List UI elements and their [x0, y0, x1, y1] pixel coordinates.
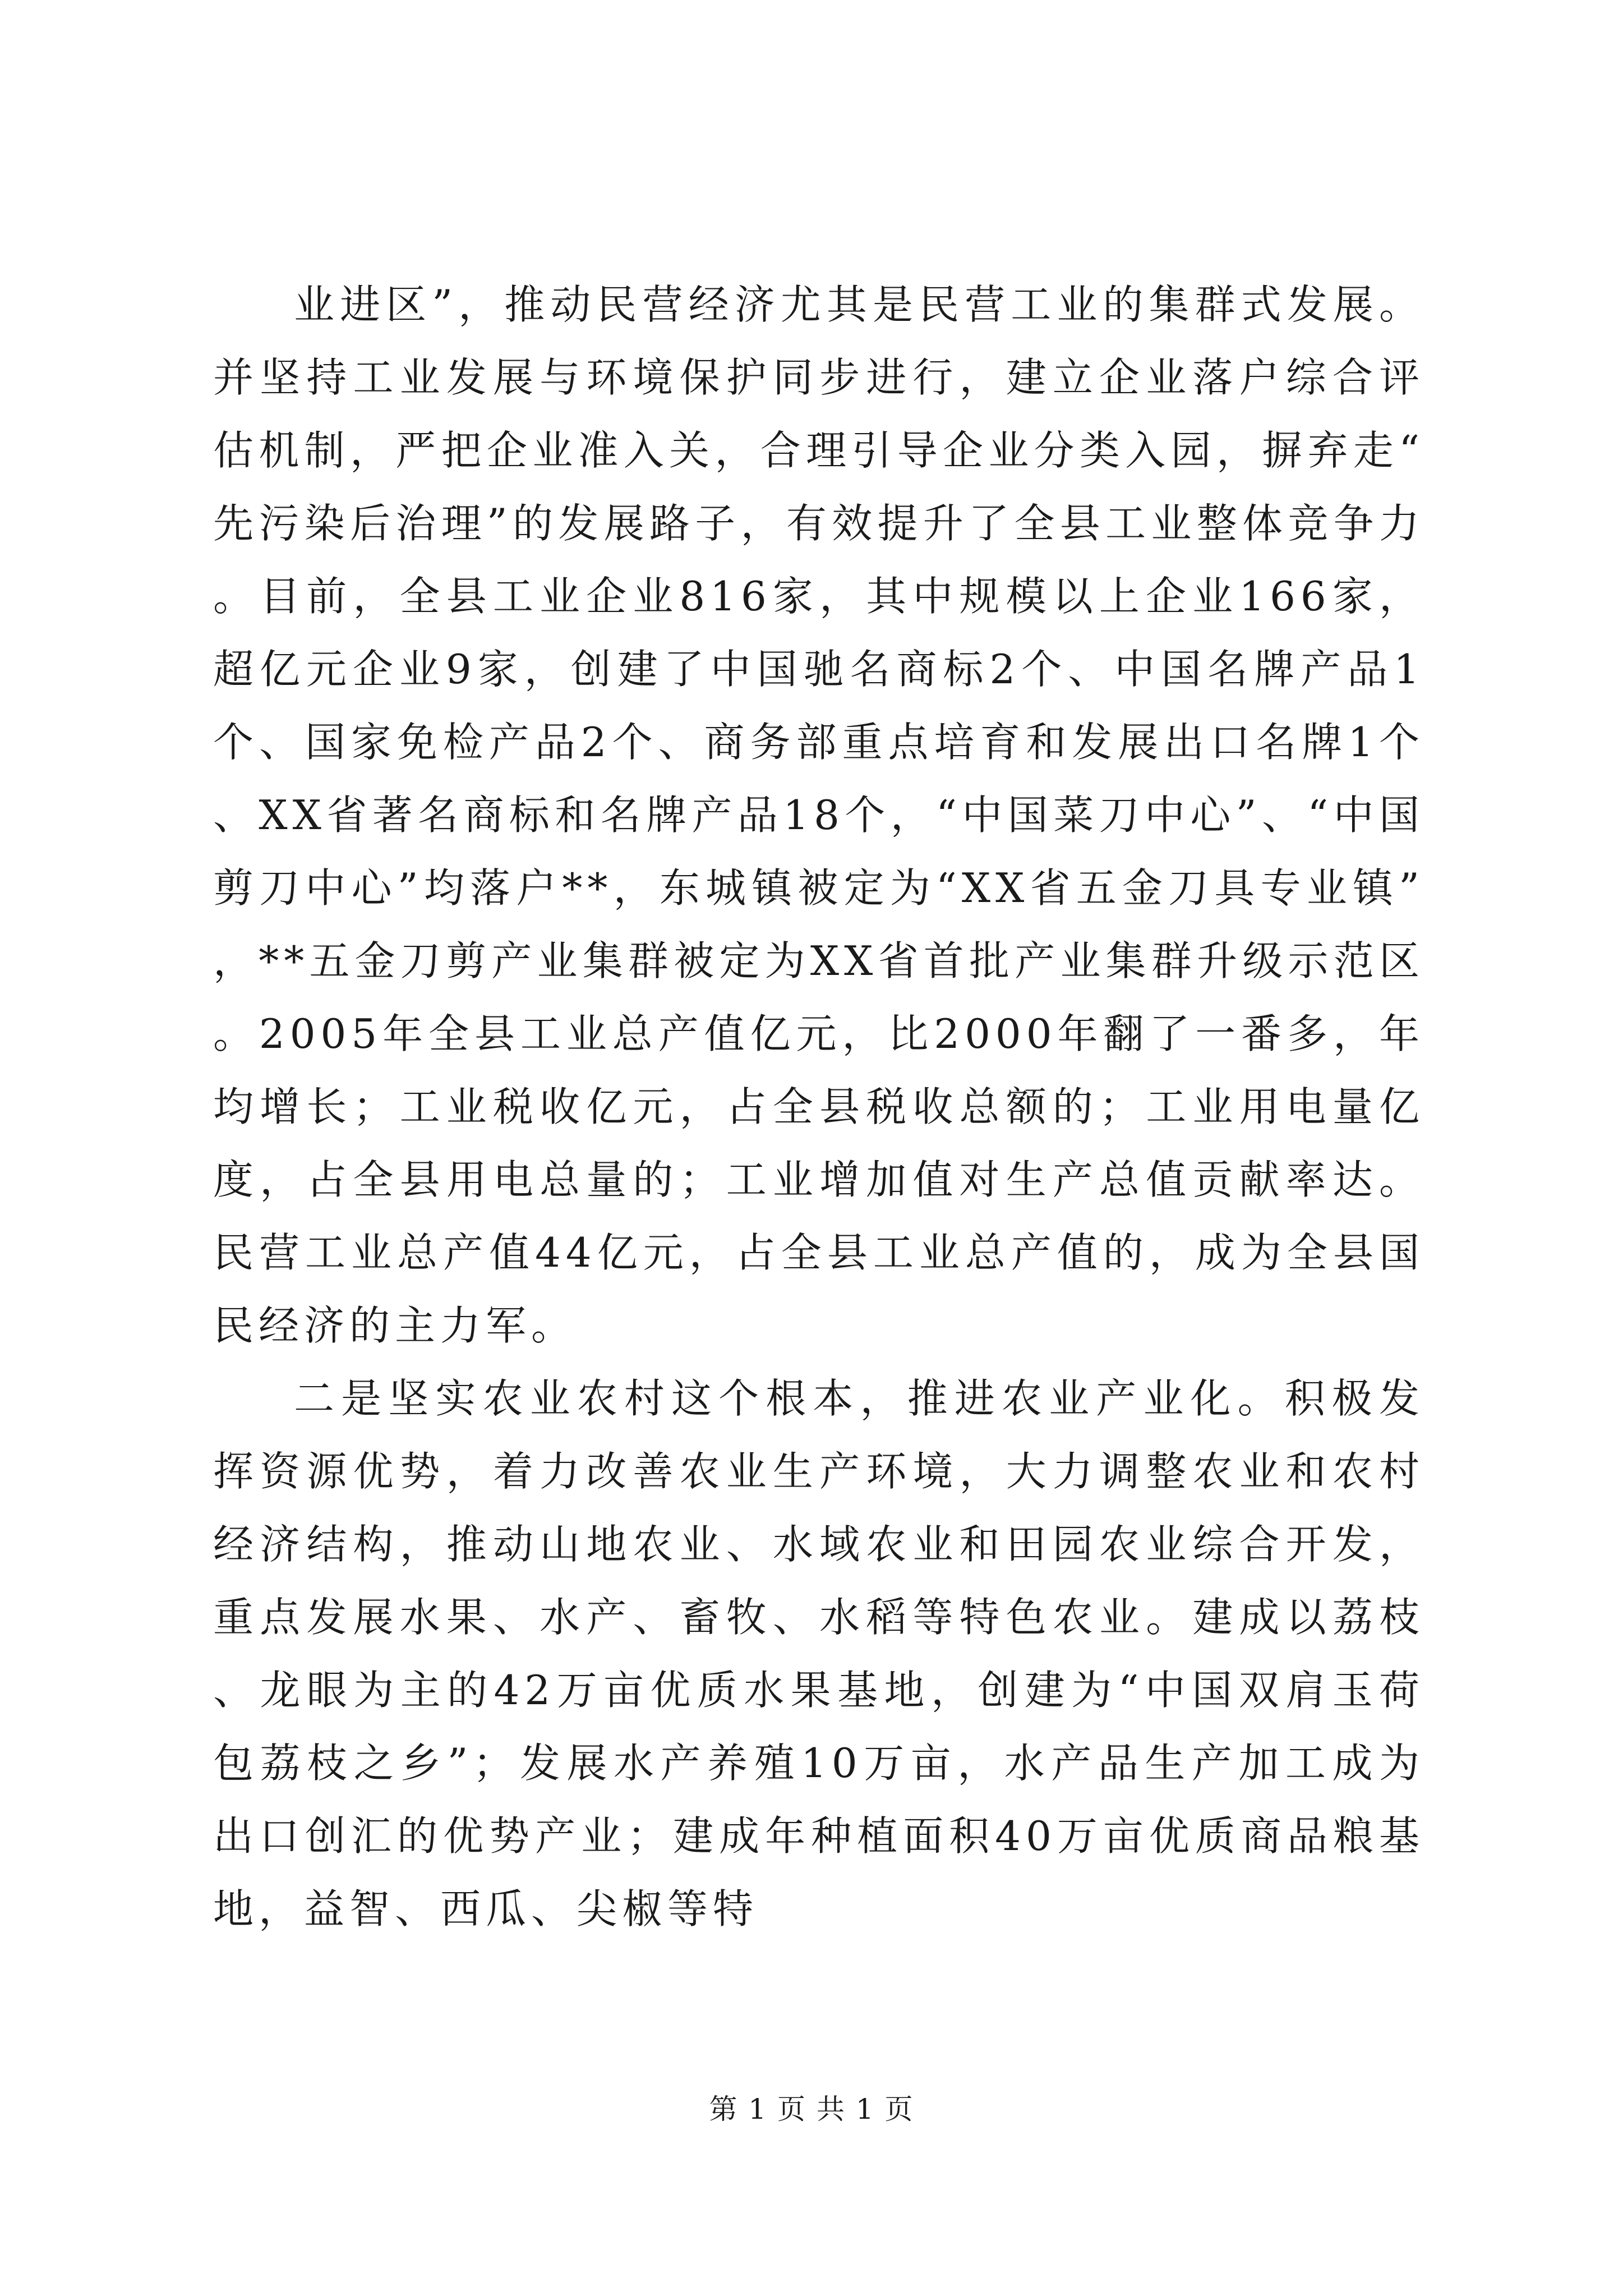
paragraph-industry: 业进区”，推动民营经济尤其是民营工业的集群式发展。并坚持工业发展与环境保护同步进行，建立企业落户综合评估机制，严把企业准入关，合理引导企业分类入园，摒弃走“先污染后治理”的发展路子，有效提升了全县工业整体竞争力。目前，全县工业企业816家，其中规模以上企业166家，超亿元企业9家，创建了中国驰名商标2个、中国名牌产品1个、国家免检产品2个、商务部重点培育和发展出口名牌1个、XX省著名商标和名牌产品18个，“中国菜刀中心”、“中国剪刀中心”均落户**，东城镇被定为“XX省五金刀具专业镇”，**五金刀剪产业集群被定为XX省首批产业集群升级示范区。2005年全县工业总产值亿元，比2000年翻了一番多，年均增长；工业税收亿元，占全县税收总额的；工业用电量亿度，占全县用电总量的；工业增加值对生产总值贡献率达。民营工业总产值44亿元，占全县工业总产值的，成为全县国民经济的主力军。 [213, 281, 1424, 1349]
paragraph-agriculture: 二是坚实农业农村这个根本，推进农业产业化。积极发挥资源优势，着力改善农业生产环境，大力调整农业和农村经济结构，推动山地农业、水域农业和田园农业综合开发，重点发展水果、水产、畜牧、水稻等特色农业。建成以荔枝、龙眼为主的42万亩优质水果基地，创建为“中国双肩玉荷包荔枝之乡”；发展水产养殖10万亩，水产品生产加工成为出口创汇的优势产业；建成年种植面积40万亩优质商品粮基地，益智、西瓜、尖椒等特 [213, 1375, 1424, 1932]
document-body [213, 268, 1424, 1945]
page-footer: 第 1 页 共 1 页 [709, 2093, 914, 2125]
